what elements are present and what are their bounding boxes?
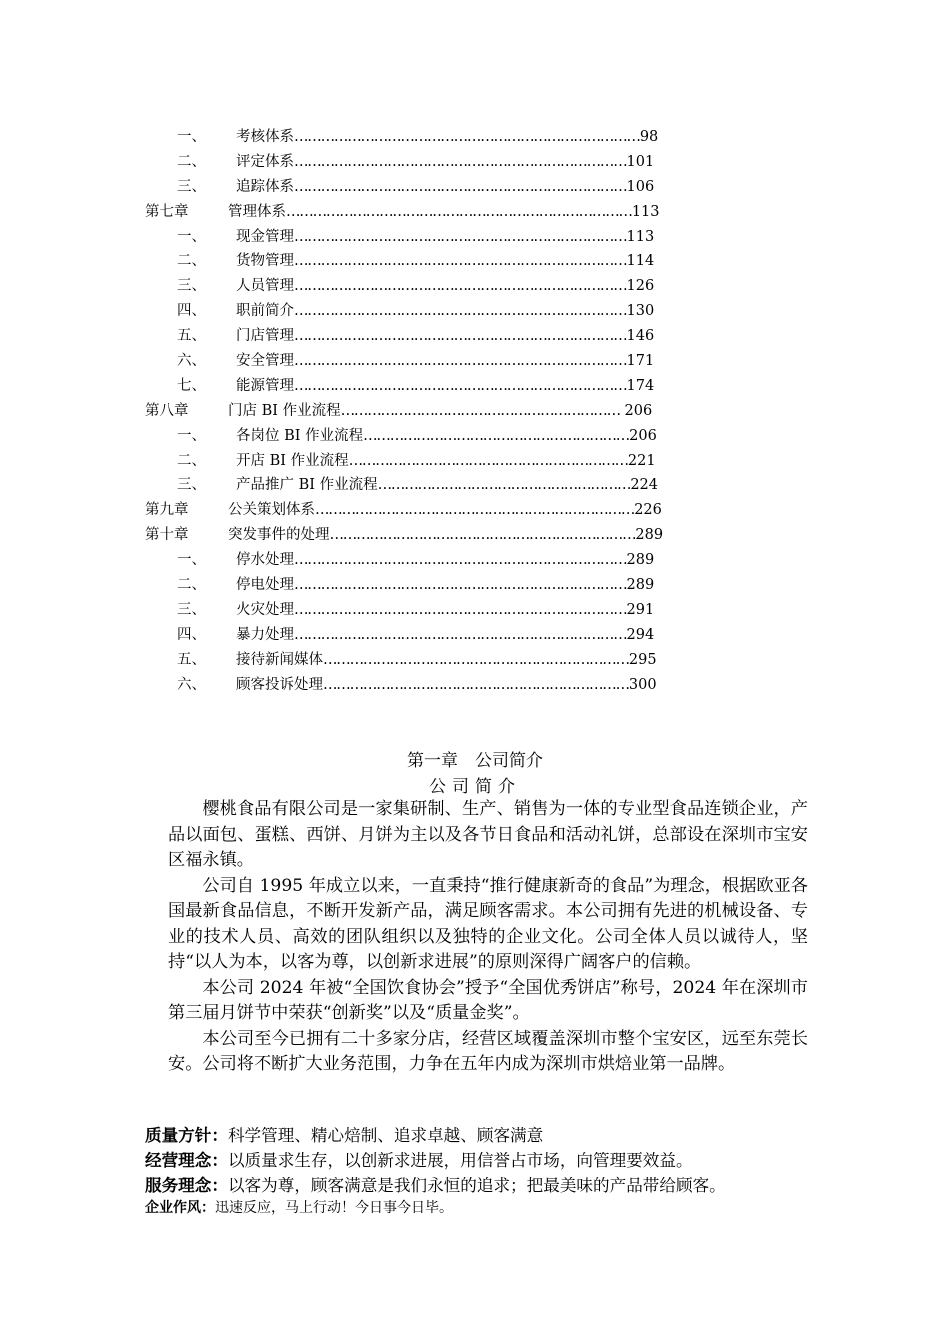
toc-page-number: 221 xyxy=(627,452,656,469)
toc-section-entry xyxy=(0,598,950,623)
toc-title-line xyxy=(236,274,654,299)
toc-page-number: 171 xyxy=(626,353,655,370)
toc-section-entry xyxy=(0,673,950,698)
toc-title: 追踪体系 xyxy=(236,178,294,195)
toc-title: 突发事件的处理 xyxy=(228,527,330,544)
toc-number: 五、 xyxy=(177,651,206,668)
toc-number: 四、 xyxy=(177,303,206,320)
toc-title-line xyxy=(236,150,654,175)
toc-number: 二、 xyxy=(177,577,206,594)
toc-page-number: 113 xyxy=(631,203,660,220)
toc-title-line xyxy=(228,498,662,523)
toc-leader-dots: ………………………………………………………………… xyxy=(294,253,627,270)
motto-label: 服务理念： xyxy=(145,1176,228,1195)
toc-page-number: 146 xyxy=(626,328,655,345)
toc-title-line xyxy=(236,125,658,150)
intro-paragraph: 樱桃食品有限公司是一家集研制、生产、销售为一体的专业型食品连锁企业，产品以面包、蛋糕、西饼、月饼为主以及各节日食品和活动礼饼，总部设在深圳市宝安区福永镇。 xyxy=(168,799,808,870)
toc-section-entry xyxy=(0,449,950,474)
toc-section-entry xyxy=(0,374,950,399)
toc-number: 六、 xyxy=(177,353,206,370)
toc-leader-dots: ………………………………………………………………… xyxy=(294,328,627,345)
toc-page-number: 98 xyxy=(639,129,659,145)
toc-page-number: 126 xyxy=(626,278,655,295)
toc-section-entry xyxy=(0,623,950,648)
toc-number: 一、 xyxy=(177,129,206,145)
toc-number: 四、 xyxy=(177,626,206,643)
toc-title: 产品推广 BI 作业流程 xyxy=(236,477,378,494)
toc-section-entry xyxy=(0,274,950,299)
toc-page-number: 101 xyxy=(626,153,655,170)
toc-number: 七、 xyxy=(177,377,206,394)
toc-title: 门店 BI 作业流程 xyxy=(228,402,341,419)
toc-page-number: 289 xyxy=(626,577,655,594)
toc-chapter-entry xyxy=(0,523,950,548)
toc-page-number: 174 xyxy=(626,377,655,394)
toc-title-line xyxy=(236,225,654,250)
toc-leader-dots: …………………………………………………… xyxy=(363,427,630,444)
toc-section-entry xyxy=(0,573,950,598)
toc-title-line xyxy=(236,623,654,648)
toc-section-entry xyxy=(0,175,950,200)
toc-page-number: 295 xyxy=(628,651,657,668)
toc-title: 接待新闻媒体 xyxy=(236,651,323,668)
toc-number: 三、 xyxy=(177,601,206,618)
toc-section-entry xyxy=(0,548,950,573)
motto-text: 以质量求生存，以创新求进展，用信誉占市场，向管理要效益。 xyxy=(227,1151,693,1170)
toc-number: 第十章 xyxy=(145,527,189,544)
toc-section-entry xyxy=(0,299,950,324)
toc-title: 职前简介 xyxy=(236,303,294,320)
toc-number: 第九章 xyxy=(145,502,189,519)
service-philosophy xyxy=(145,1172,726,1196)
toc-leader-dots: …………………………………………………………………… xyxy=(294,129,640,145)
toc-section-entry xyxy=(0,150,950,175)
toc-leader-dots: ………………………………………………………………… xyxy=(294,303,627,320)
toc-section-entry xyxy=(0,225,950,250)
toc-number: 第七章 xyxy=(145,203,189,220)
corporate-style xyxy=(145,1197,453,1217)
toc-title: 门店管理 xyxy=(236,328,294,345)
toc-title: 能源管理 xyxy=(236,377,294,394)
toc-number: 三、 xyxy=(177,178,206,195)
toc-title-line xyxy=(228,200,660,225)
toc-number: 一、 xyxy=(177,427,206,444)
toc-number: 五、 xyxy=(177,328,206,345)
toc-number: 一、 xyxy=(177,228,206,245)
toc-leader-dots: ………………………………………………………………… xyxy=(294,228,627,245)
toc-chapter-entry xyxy=(0,399,950,424)
toc-title: 人员管理 xyxy=(236,278,294,295)
toc-section-entry xyxy=(0,249,950,274)
toc-number: 六、 xyxy=(177,676,206,693)
section-heading: 公司简介 xyxy=(429,777,521,797)
toc-page-number: 289 xyxy=(626,552,655,569)
toc-page-number: 289 xyxy=(635,527,664,544)
toc-title-line xyxy=(236,324,654,349)
toc-section-entry xyxy=(0,324,950,349)
toc-leader-dots: ……………………………………………………………… xyxy=(315,502,635,519)
toc-number: 二、 xyxy=(177,452,206,469)
toc-section-entry xyxy=(0,648,950,673)
toc-title-line xyxy=(236,548,654,573)
toc-title-line xyxy=(228,399,652,424)
toc-page-number: 114 xyxy=(626,253,655,270)
toc-page-number: 113 xyxy=(626,228,655,245)
toc-title-line xyxy=(236,473,658,498)
toc-section-entry xyxy=(0,125,950,150)
chapter-heading: 第一章 公司简介 xyxy=(407,751,543,771)
motto-label: 质量方针： xyxy=(145,1126,228,1145)
toc-page-number: 226 xyxy=(634,502,662,519)
toc-leader-dots: ……………………………………………………… xyxy=(340,402,620,419)
toc-number: 二、 xyxy=(177,153,206,170)
toc-title: 暴力处理 xyxy=(236,626,294,643)
toc-title-line xyxy=(236,374,654,399)
motto-text: 以客为尊，顾客满意是我们永恒的追求；把最美味的产品带给顾客。 xyxy=(227,1176,726,1195)
toc-title: 火灾处理 xyxy=(236,601,294,618)
toc-leader-dots: ………………………………………………………………… xyxy=(294,626,627,643)
toc-page-number: 294 xyxy=(626,626,655,643)
toc-leader-dots: ………………………………………………………………… xyxy=(294,577,627,594)
toc-section-entry xyxy=(0,424,950,449)
toc-title: 停水处理 xyxy=(236,552,294,569)
toc-title-line xyxy=(236,449,656,474)
business-philosophy xyxy=(145,1147,693,1171)
motto-text: 科学管理、精心焙制、追求卓越、顾客满意 xyxy=(227,1126,544,1145)
toc-title: 停电处理 xyxy=(236,577,294,594)
motto-label: 经营理念： xyxy=(145,1151,228,1170)
toc-leader-dots: …………………………………………………………………… xyxy=(286,203,632,220)
toc-number: 二、 xyxy=(177,253,206,270)
table-of-contents xyxy=(0,125,950,697)
toc-title: 各岗位 BI 作业流程 xyxy=(236,427,364,444)
quality-policy xyxy=(145,1122,543,1146)
toc-leader-dots: ………………………………………………………………… xyxy=(294,377,627,394)
toc-leader-dots: ………………………………………………………………… xyxy=(294,178,627,195)
toc-leader-dots: …………………………………………………………… xyxy=(323,676,629,693)
toc-number: 三、 xyxy=(177,278,206,295)
toc-page-number: 300 xyxy=(628,676,657,693)
motto-text: 迅速反应，马上行动！今日事今日毕。 xyxy=(215,1200,453,1216)
toc-leader-dots: ………………………………………………………………… xyxy=(294,153,627,170)
company-intro xyxy=(168,797,808,1078)
toc-title-line xyxy=(236,573,654,598)
toc-title-line xyxy=(236,175,654,200)
toc-page-number: 224 xyxy=(630,477,658,494)
toc-title: 货物管理 xyxy=(236,253,294,270)
toc-leader-dots: ………………………………………………… xyxy=(377,477,631,494)
toc-title-line xyxy=(236,598,654,623)
toc-title: 开店 BI 作业流程 xyxy=(236,452,349,469)
toc-title: 安全管理 xyxy=(236,353,294,370)
toc-title: 考核体系 xyxy=(236,129,294,145)
toc-section-entry xyxy=(0,473,950,498)
toc-title: 现金管理 xyxy=(236,228,294,245)
toc-title: 评定体系 xyxy=(236,153,294,170)
toc-title-line xyxy=(236,299,654,324)
toc-number: 三、 xyxy=(177,477,206,494)
toc-title-line xyxy=(228,523,663,548)
toc-leader-dots: ………………………………………………………………… xyxy=(294,353,627,370)
toc-leader-dots: …………………………………………………………… xyxy=(329,527,636,544)
toc-section-entry xyxy=(0,349,950,374)
toc-leader-dots: ………………………………………………………………… xyxy=(294,552,627,569)
toc-page-number: 106 xyxy=(626,178,655,195)
intro-paragraph: 本公司 2024 年被“全国饮食协会”授予“全国优秀饼店”称号，2024 年在深圳市第三届月饼节中荣获“创新奖”以及“质量金奖”。 xyxy=(168,977,808,1023)
toc-title: 公关策划体系 xyxy=(228,502,315,519)
toc-title-line xyxy=(236,424,657,449)
toc-page-number: 206 xyxy=(629,427,657,444)
toc-page-number: 206 xyxy=(619,402,653,419)
toc-chapter-entry xyxy=(0,200,950,225)
toc-number: 第八章 xyxy=(145,402,189,419)
toc-leader-dots: ……………………………………………………… xyxy=(348,452,628,469)
toc-chapter-entry xyxy=(0,498,950,523)
toc-leader-dots: …………………………………………………………… xyxy=(323,651,629,668)
toc-title: 管理体系 xyxy=(228,203,286,220)
toc-page-number: 130 xyxy=(626,303,655,320)
motto-label: 企业作风： xyxy=(145,1200,215,1216)
toc-title-line xyxy=(236,648,657,673)
toc-title-line xyxy=(236,349,654,374)
toc-leader-dots: ………………………………………………………………… xyxy=(294,601,627,618)
toc-title-line xyxy=(236,249,654,274)
intro-paragraph: 公司自 1995 年成立以来，一直秉持“推行健康新奇的食品”为理念，根据欧亚各国最新食品信息，不断开发新产品，满足顾客需求。本公司拥有先进的机械设备、专业的技术人员、高效的团队组织以及独特的企业文化。公司全体人员以诚待人，坚持“以人为本，以客为尊，以创新求进展”的原则深得广阔客户的信赖。 xyxy=(168,875,808,972)
toc-leader-dots: ………………………………………………………………… xyxy=(294,278,627,295)
toc-title-line xyxy=(236,673,657,698)
toc-page-number: 291 xyxy=(626,601,655,618)
intro-paragraph: 本公司至今已拥有二十多家分店，经营区域覆盖深圳市整个宝安区，远至东莞长安。公司将不断扩大业务范围，力争在五年内成为深圳市烘焙业第一品牌。 xyxy=(168,1028,808,1074)
toc-title: 顾客投诉处理 xyxy=(236,676,323,693)
toc-number: 一、 xyxy=(177,552,206,569)
